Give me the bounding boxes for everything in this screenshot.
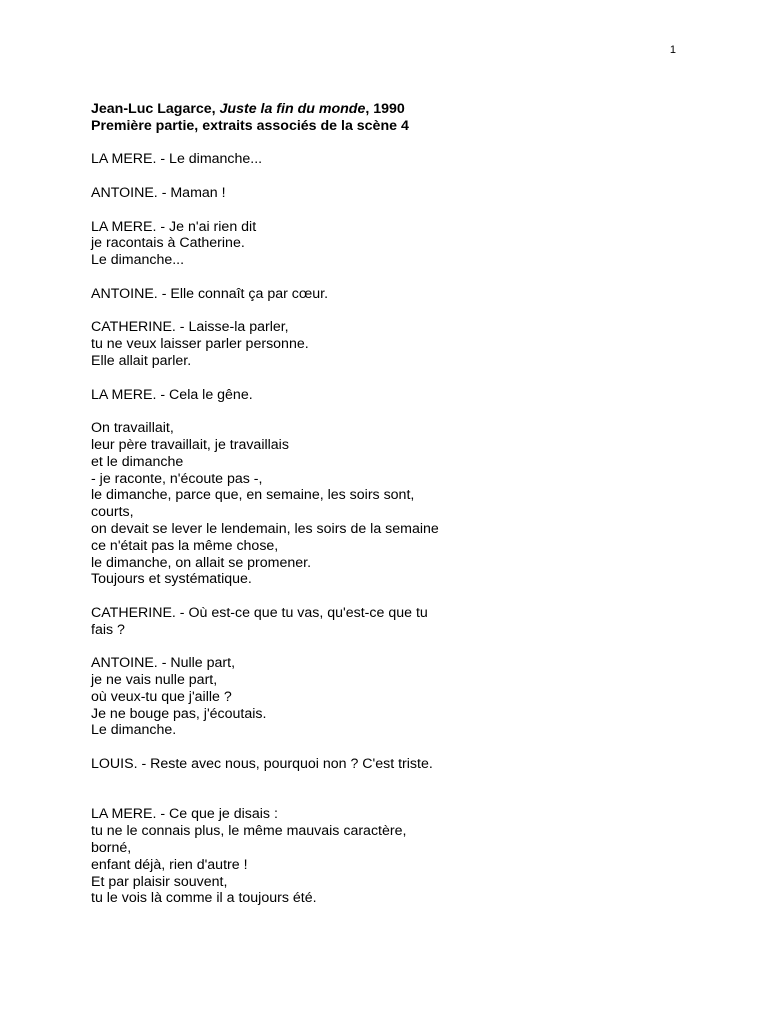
dialogue-block [91,806,651,907]
dialogue-line: LA MERE. - Le dimanche... [91,151,263,168]
dialogue-line: enfant déjà, rien d'autre ! [91,856,248,873]
dialogue-block [91,319,651,369]
dialogue-line: - je raconte, n'écoute pas -, [91,470,263,487]
dialogue-line: Je ne bouge pas, j'écoutais. [91,705,267,722]
dialogue-line: je racontais à Catherine. [91,235,245,252]
dialogue-line: LA MERE. - Ce que je disais : [91,806,278,823]
dialogue-line: Le dimanche... [91,252,185,269]
dialogue-line: LA MERE. - Je n'ai rien dit [91,218,257,235]
heading-title-line [91,101,651,118]
dialogue-line: tu ne le connais plus, le même mauvais caractère, [91,823,407,840]
play-title: Juste la fin du monde [219,101,366,117]
dialogue-line: je ne vais nulle part, [91,672,218,689]
play-year: , 1990 [365,101,405,117]
dialogue-line: leur père travaillait, je travaillais [91,436,289,453]
dialogue-line: où veux-tu que j'aille ? [91,688,232,705]
dialogue-line: le dimanche, parce que, en semaine, les soirs sont, [91,487,415,504]
heading-subtitle: Première partie, extraits associés de la scène 4 [91,117,409,134]
dialogue-line: on devait se lever le lendemain, les soirs de la semaine [91,520,439,537]
dialogue-line: CATHERINE. - Où est-ce que tu vas, qu'est-ce que tu [91,604,428,621]
dialogue-line: ANTOINE. - Nulle part, [91,655,236,672]
dialogue-block [91,151,651,168]
dialogue-block [91,605,651,639]
dialogue-line: tu ne veux laisser parler personne. [91,336,309,353]
dialogue-line: CATHERINE. - Laisse-la parler, [91,319,289,336]
document-body [91,101,651,924]
document-heading [91,101,651,135]
dialogue-line: Elle allait parler. [91,352,192,369]
dialogue-block [91,286,651,303]
dialogue-line: le dimanche, on allait se promener. [91,554,312,571]
dialogue-block [91,219,651,269]
dialogue-line: courts, [91,504,134,521]
dialogue-line: LA MERE. - Cela le gêne. [91,386,253,403]
dialogue-line: LOUIS. - Reste avec nous, pourquoi non ? C'est triste. [91,756,433,773]
author-name: Jean-Luc Lagarce, [91,101,220,117]
dialogue-line: Toujours et systématique. [91,571,252,588]
dialogue-line: ANTOINE. - Elle connaît ça par cœur. [91,285,329,302]
dialogue-block [91,756,651,773]
dialogue-block [91,185,651,202]
dialogue-line: borné, [91,840,132,857]
dialogue-block [91,420,651,588]
dialogue-line: Le dimanche. [91,722,177,739]
dialogue-line: ce n'était pas la même chose, [91,537,279,554]
dialogue-line: et le dimanche [91,453,184,470]
dialogue-block [91,655,651,739]
dialogue-line: fais ? [91,621,125,638]
page-number: 1 [669,44,676,56]
dialogue-line: On travaillait, [91,420,174,437]
dialogue-line: tu le vois là comme il a toujours été. [91,890,317,907]
dialogue-line: ANTOINE. - Maman ! [91,184,226,201]
dialogue-line: Et par plaisir souvent, [91,873,228,890]
dialogue-block [91,387,651,404]
